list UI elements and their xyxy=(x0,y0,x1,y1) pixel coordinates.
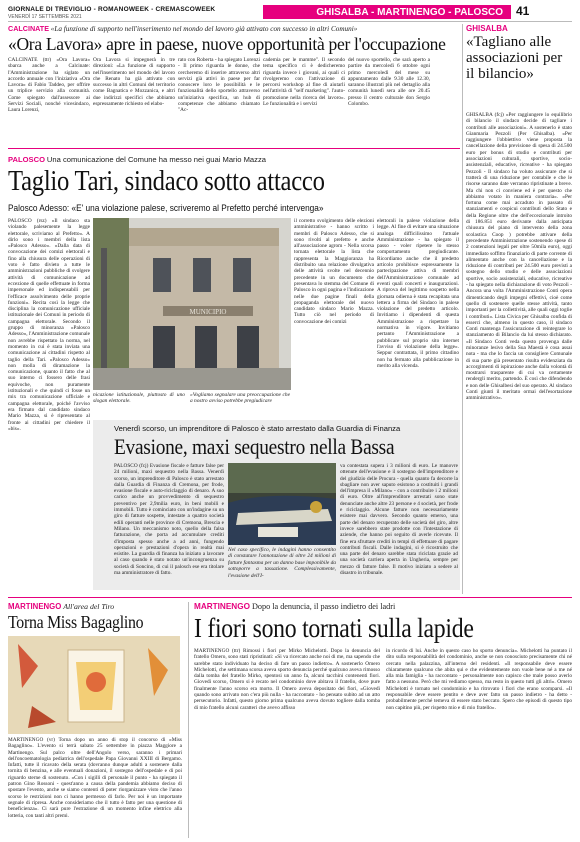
tari-col-1: PALOSCO (rsz) «Il sindaco sta violando palesemente la legge elettorale, scriviamo al Prefetto». A dirlo sono i membri della lista «Palosco Adesso». «Dalla data di convocazione dei comizi elettorali e fino alla chiusura delle operazioni di voto è fatto divieto a tutte le amministrazioni pubbliche di svolgere attività di comunicazione ad eccezione di quelle effettuate in forma impersonale ed indispensabili per l'efficace assolvimento delle proprie funzioni». Recita così la legge che disciplina la comunicazione ufficiale istituzionale dei Comuni in periodo di campagna elettorale. Secondo il gruppo di minoranza «Palosco Adesso», l'Amministrazione comunale non avrebbe rispettato la norma, nel momento in cui è stata inviata una comunicazione ai cittadini rispetto al taglio della Tari. «Palosco Adesso» non molla di diramazione la comunicazione, quanto il fatto che al suo interno ci fossero delle frasi equivoche, non puramente istituzionali e che quindi ci fosse un mix tra comunicazione ufficiale e campagna elettorale, poiché l'avviso era firmato dal candidato sindaco Mario Mazza, si è ripresentato al fronte ai cittadini per chiedere il «bis». xyxy=(8,218,90,432)
page-number: 41 xyxy=(516,4,530,18)
lapide-location: MARTINENGO xyxy=(194,602,250,611)
tari-kicker: Una comunicazione del Comune ha messo nei guai Mario Mazza xyxy=(46,155,266,164)
lapide-kicker: Dopo la denuncia, il passo indietro dei ladri xyxy=(252,602,396,611)
calcinate-headline: «Ora Lavora» apre in paese, nuove opportunità per l'occupazione xyxy=(8,34,446,54)
header-divider xyxy=(8,21,572,22)
tari-col-4: elettorali in palese violazione della legge. Al fine di evitare una situazione analoga difficilissimo l'attuale Amministrazione - ha spiegato il passo - voler ripetere lo stesso comportamento pregiudicante. Ricordiamo anche che il predetto articolo prohibisce espressamente la partecipazione attiva di membri dell'Amministrazione comunale ad eventi quali concerti e inaugurazioni. A riprova del legittimo sospetto nella giornata odierna è stata recapitata una lettera a firma del Sindaco in palese violazione del predetto articolo. Invitiamo i dipendenti di questa Amministrazione a rispettare la normativa in vigore. Invitiamo pertanto l'Amministrazione a pubblicare sul proprio sito internet l'avviso di violazione della legge». Seppur contrattata, il primo cittadino non ha fermato alla pubblicazione in merito alla vicenda. xyxy=(377,218,459,369)
municipio-photo xyxy=(93,218,291,390)
tari-col-3-top: «Vogliamo segnalare una preoccupazione che a nostro avviso potrebbe pregiudicare xyxy=(190,392,290,405)
bagaglino-kicker: All'area del Tiro xyxy=(63,602,115,611)
bagaglino-poster-image xyxy=(8,636,180,734)
bagaglino-kicker-line xyxy=(8,602,183,611)
masthead xyxy=(8,6,215,20)
ghisalba-body: GHISALBA (fcj) «Per raggiungere lo equilibrio di bilancio il sindaco decide di tagliare i contributi alle associazioni». A sostenerlo è stato Gianmaria Pezzoli (Per Ghisalba). «Per raggiungere l'obbiettivo viene proposta la cancellazione della previsione di spesa di 24.500 euro per bonus di studio e contributi per associazioni culturali, sportive, socio-assistenziali, educative, ricreative - ha spiegato Pezzoli - Il sindaco ha voluto assicurare che si tratterà di una riduzione per contabile e che le risorse saranno date verranno ripristinate a breve. Ma chi non ci conviene ed è per questo che abbiamo votato in maniera contraria». «Per fortuna come mai accaduto in passato di stanziamenti e cospicui contributi dello Stato e della Regione oltre che dell'eccezionale introito di 186.851 euro derivante dalla anticipata chiusura del piano di intervento della zona scolastica Coop ) potrebbe attivare della precedente Amministrazione sostenendo spese di 2 contenzioni legali per oltre 50mila euro), oggi immediato soffitto finanziario di parte corrente di alimentato anche con la cancellazione e la riduzione di contributi per 24.500 euro previsti a sostegno dello studio e delle associazioni sportive, socio assistenziali, educative, ricreative - ha spiegato nella dichiarazione di voto Pezzoli - Ancora una volta l'Amministrazione Conti opera dimenticando degli impegni effettivi, cioè come quello di sostenere quelle stesse attività, tanto importanti per la collettività, alle quali oggi toglie i contributi». Lista Civica per Ghisalba confida di esserci che, almeno in questo caso, il sindaco Conti mantenga l'assicurazione di reintegrare lo stanziamento di Bilancio da lui stesso dichiarato. «Il Sindaco Conti veda questo provenga dalle minoranze lesivo della Sua Maestà è cosa assai nota - ma che lo faccia un consigliere Comunale di sua parte già presentato risulta evidenziata da accorgimenti di ispirazione anche dalla volontà di mostrarsi trasparente di cui va certamente rendergli merito, partendo. È così che difendendo e non delle Ghisalbesi del suo operato. Al sindaco Conti giunti il meritato ormai dell'esortazione amministrativo». xyxy=(466,112,572,402)
evasione-col-3: va contestata supera i 3 milioni di euro. Le manovre ottenute dell'evasione e il sostegno dell'imprenditore e del giudizio delle Procura - quella quanto fa decorre la sbagliare non aver saputo esistono a costituiti i grandi dell'impresa il «Milano» - con a contribuire i 2 milioni di euro. Oltre all'imprenditore arrestati sono state denunciate anche altre 23 persone e 4 società, per frode e riciclaggio. Alcune fatture non necessariamente esistere mai davvero. Secondo quanto emerso, una parte del denaro recuperato delle società del giro, altre invece sarebbero state prodotte con l'intestazione di aziende, che hanno poi seguito di averle ricevute. Il fine era sfruttare crediti in tempi di effettuare di pagare contributi fiscali. Dalle indagini, si è ricostruito che una parte del denaro sarebbe stata riciclata grazie ad una società carriera aperta in Ungheria, sempre per mezzo di fatture false. Il motivo iniziato a sedere al disastro in tribunale. xyxy=(340,463,458,577)
divider-1 xyxy=(8,148,460,149)
ghisalba-headline: «Tagliano alle associazioni per il bilancio» xyxy=(466,34,563,82)
svg-text:MUNICIPIO: MUNICIPIO xyxy=(189,308,227,316)
section-banner xyxy=(263,5,511,19)
tari-location: PALOSCO xyxy=(8,155,45,164)
calcinate-col-2: Ora Lavora si impegnerà in tre direzioni: «La funzione di supporto nell'inserimento nel mondo del lavoro che Renato ha già attivato con successo in altri Comuni del territorio come Bagnatica e Mozzanica, e altri due indirizzi specifici che abbiamo espressamente richiesto ed elabo- xyxy=(93,57,175,108)
calcinate-location: CALCINATE xyxy=(8,24,49,33)
guardia-finanza-photo xyxy=(228,463,336,545)
lapide-headline: I fiori sono tornati sulla lapide xyxy=(194,613,474,643)
publication-name: GIORNALE DI TREVIGLIO - ROMANOWEEK - CREMASCOWEEK xyxy=(8,6,216,13)
evasione-headline: Evasione, maxi sequestro nella Bassa xyxy=(114,434,395,459)
calcinate-col-5: del nuovo sportello, che sarà aperto a partire da mercoledì 6 ottobre ogni primo mercoledì del mese su appuntamento dalle 9.30 alle 12.30, saranno illustrati più nel dettaglio alla comunità lunedì sera alle ore 20.45 presso il centro culturale don Sergio Colombo. xyxy=(348,57,430,108)
evasione-col-1: PALOSCO (fcj) Evasione fiscale e fatture false per 24 milioni, maxi sequestro nella Bassa. Venerdì scorso, un imprenditore di Palosco è stato arrestato dalla Guardia di Finanza di Cremona, per frode, evasione fiscale e auto-riciclaggio di denaro. A suo carico anche un provvedimento di sequestro preventivo per 2,9milia euro, in beni mobili e immobili. Tutto è cominciato con un'indagine su un giro di fatture sospette, intestate a quattro società edili operanti nelle province di Cremona, Brescia e Milano. Un meccanismo noto, quello della falsa fatturazione, che porta ad accumulare crediti d'imposta spesso anche a ad anni, fungendo operazioni e prestazioni d'opera in realtà mai esistite. La guardia di finanza ha iniziato a lavorare al caso quando è stato notato un'incongruenza su società di Soncino, di cui il palosch ese era titolare ma amministratore di fatto. xyxy=(114,463,224,577)
bagaglino-photo xyxy=(8,636,180,734)
ghisalba-location: GHISALBA xyxy=(466,24,508,33)
municipio-building-image xyxy=(93,218,291,390)
tari-col-3: il corretto svolgimento delle elezioni amministrative - hanno scritto i membri di Palosco Adesso, che si sono rivolti al prefetto e anche all'associazione agrom - Nella scorsa tornata elettorale la lista che rappresenta la Maggioranza ha distribuito una relazione divulgativa delle attività svolte nel decennio precedente in un documento che presentava lo stemma del Comune di Palosco in ogni pagina e l'indicazione nelle due pagine finali della propaganda elettorale del nuovo candidato sindaco Mario Mazza. Tutto ciò nel periodo di convocazione dei comizi xyxy=(294,218,374,325)
bagaglino-body: MARTINENGO (vr) Torna dopo un anno di stop il concorso di «Miss Bagaglino». L'evento si terrà sabato 25 settembre in piazza Maggiore a Martinengo. Sul palco oltre dell'Angolo verso, saranno i primari dell'oncoematologia pediatrica dell'ospedale Papa Giovanni XXIII di Bergamo. Infatti, tutte il ricavato della serata (dovranno dunque adulti a sostenere dalla tornita di benzina, e alle eventuali donazioni, il sostegno dell'ospedale e di poi riguardo sterne di sostenuto. «Con i sigilli di personale il punto - ha spiegato il patron Gino Rossoni - quest'anno a causa della pandemia abbiamo deciso di spostare l'evento, anche se siamo contenti di poter riorganizzare visto che l'anno scorso le restrizioni non ci hanno permesso di farlo. Per noi è un importante segnale di ripresa. Anche consideriamo che il tutto è fatto per una questione di beneficienza». Ci sarà pure l'estrazione di un momento infine elettrico alla lotteria, con tanti altri premi. xyxy=(8,737,182,819)
divider-2 xyxy=(8,597,572,598)
bottom-divider xyxy=(188,602,189,838)
tari-kicker-line xyxy=(8,155,458,165)
bagaglino-headline: Torna Miss Bagaglino xyxy=(8,612,144,632)
tari-subheadline: Palosco Adesso: «E' una violazione palese, scriveremo al Prefetto perché intervenga» xyxy=(8,203,324,213)
section-title: GHISALBA - MARTINENGO - PALOSCO xyxy=(316,6,503,18)
tari-photo-caption: nicazione istituzionale, piuttosto di uno slogan elettorale. xyxy=(93,392,185,405)
calcinate-col-4: cademia per le mamme". Il secondo tema specifico ci è dedicheremo riguarda invece i giovani, ai quali ci rivolgeremo con l'attivazione di percorsi workshop al fine di aiutarli nell'attività di "self marketing". l'auto-promozione nella ricerca del lavoro». Le funzionalità e i servizi xyxy=(263,57,345,108)
tari-headline: Taglio Tari, sindaco sotto attacco xyxy=(8,165,325,197)
bagaglino-location: MARTINENGO xyxy=(8,602,62,611)
calcinate-col-1: CALCINATE (ttr) «Ora Lavora» sbarca anche a Calcinate: l'Amministrazione ha siglato un accordo annuale con l'iniziativa «Ora Lavora» di Fabio Taddeo, per offrire un triplice servizio alla comunità. Come spiegato dall'assessore ai Servizi Sociali, nonché vicesindaco, Laura Lorenzi, xyxy=(8,57,90,114)
evasione-kicker: Venerdì scorso, un imprenditore di Palosco è stato arrestato dalla Guardia di Finanza xyxy=(114,424,401,433)
evasione-photo-caption: Nel caso specifico, le indagini hanno consentito di constatare l'annotazione di oltre 24 milioni di fatture fantasma per un danno base imponibile da sottoporre a tassazione. Complessivamente, l'evasione dell'I- xyxy=(228,547,336,579)
lapide-kicker-line xyxy=(194,602,572,611)
issue-date: VENERDÌ 17 SETTEMBRE 2021 xyxy=(8,14,82,20)
calcinate-col-3: rato con Roberta - ha spiegato Lorenzi - Il primo riguarda le donne, che cercheremo di inserire attraverso altri servizi già attivi in paese per far conoscere loro le possibilità e le funzionalità dello sportello attraverso un'iniziativa specifica, un hub di competenze che abbiamo chiamato "Ac- xyxy=(178,57,260,114)
guardia-finanza-car-image xyxy=(228,463,336,545)
lapide-col-2: in ricordo di lui. Anche in questo caso ho sporto denuncia». Michelotti ha puntato il dito sulla responsabilità del condominio, anche se non conosciuto precisamente chi né cercato nella palazzina, all'interno del residenti. «Il responsabile deve essere chiaramente qualcuno che abita qui e che evidentemente non vuole bene né a me né alla mia famiglia - ha raccontato - personalmente non capisco che male posso averlo fatto a nessuno. Però che mi vediamo spesso, ma resto in questo tutti gli altri». Omero Michelotti è tornato nel condominio e ha ritrovato i fiori che erano scomparsi. «Il responsabile deve essere pentito e deve aver fatto un passo indietro - ha detto - probabilmente perché temeva di essere stato beccato. Spero che episodi di questo tipo non capitino più, per rispetto mio e di mio fratello». xyxy=(386,648,572,711)
calcinate-kicker: «La funzione di supporto nell'inserimento nel mondo del lavoro già attivato con successo in altri Comuni» xyxy=(50,25,358,33)
calcinate-kicker-line xyxy=(8,24,454,34)
lapide-col-1: MARTINENGO (ttr) Rimossi i fiori per Mirko Michelotti. Dopo la denuncia del fratello Omero, sono stati ripristinati: «Si va ricercato anche noi di me, ma sapendo che sarebbe stato individuato ha deciso di fare un passo indietro». A sostenerlo Omero Michelotti, che settimana scorsa aveva sporto denuncia perché qualcuno aveva rimosso dalla tomba del fratello Mirko, spentosi un anno fa, alcuni tacchini contenenti fiori. Giovedì scorso, Omero si è recato nel condominio dove abitava il fratello, dove pure finalmente l'anno scorso era morto. Il Omero aveva depositato dei fiori, «Giovedì quando sono arrivato non c'era più nulla - ha raccontato - ho pensato subito ad un atto persecutorio. Infatti, questo giorno prima qualcuno aveva dovuto togliere dalla tomba di mio fratello alcuni caratteri che avevo affisso xyxy=(194,648,380,711)
sidebar-divider xyxy=(462,24,463,594)
